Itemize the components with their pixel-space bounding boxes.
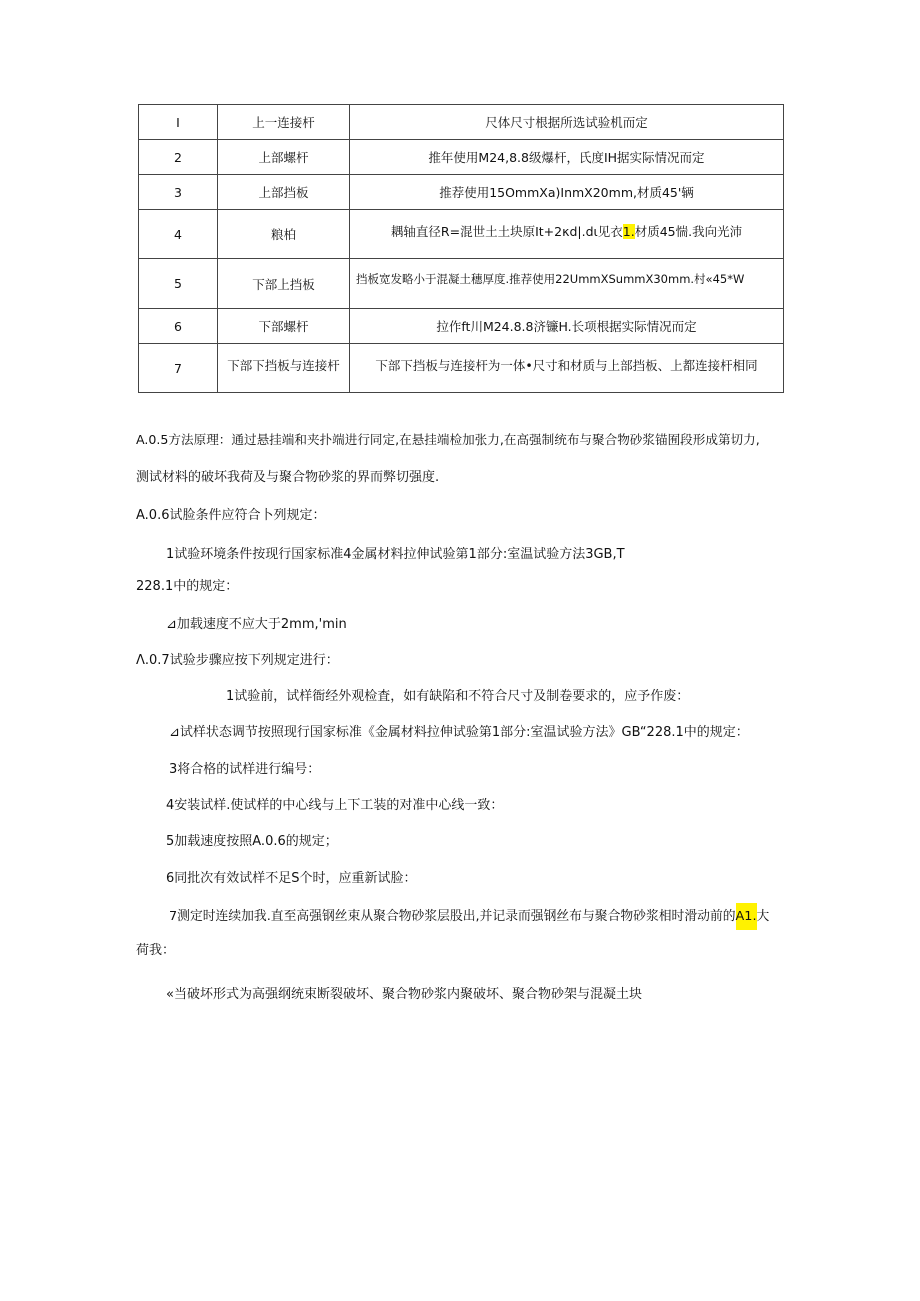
row-number: 4 [139,210,218,259]
step-7-cont: 荷我： [136,943,176,958]
clause-a06: A.0.6试脸条件应符合卜列规定： [136,508,326,523]
row-number: 3 [139,175,218,210]
table-row [139,210,784,259]
row-number: 2 [139,140,218,175]
table-row [139,344,784,393]
step-2: ⊿试样状态调节按照现行国家标准《金属材料拉伸试验第1部分:室温试验方法》GB“228.1中的规定： [169,725,749,740]
part-name: 下部上挡板 [218,259,350,309]
clause-a05-line1: A.0.5方法原理：通过悬挂端和夹扑端进行同定,在悬挂端检加张力,在高强制统布与聚合物砂浆锚囿段形成第切力, [136,432,760,447]
part-name: 粮柏 [218,210,350,259]
part-name: 上一连接杆 [218,105,350,140]
description-text: 材质45惴.我向光沛 [634,224,743,239]
part-description: 拉作ft川M24.8.8济镰H.长项根据实际情况而定 [350,309,784,344]
highlighted-text: 1. [622,224,635,239]
table-row [139,105,784,140]
clause-a05-line2: 测试材料的破坏我荷及与聚合物砂浆的界而弊切强度. [136,470,440,485]
specimen-parts-table [138,104,784,393]
part-name: 上部挡板 [218,175,350,210]
step-7-text: 大 [756,909,770,924]
step-8: «当破坏形式为高强纲统束断裂破坏、聚合物砂浆内聚破坏、聚合物砂架与混凝土块 [166,987,642,1002]
step-1: 1试验前，试样衙经外观检査，如有缺陷和不符合尺寸及制卷要求的，应予作废： [226,689,690,704]
row-number: 6 [139,309,218,344]
clause-a07: Λ.0.7试验步骤应按下列规定进行： [136,653,339,668]
step-3: 3将合格的试样进行编号： [169,762,321,777]
table-row [139,140,784,175]
table-row [139,175,784,210]
step-7 [169,908,769,926]
description-text: 耦轴直径R=混世土土块原It+2κd|.dι见衣 [390,224,623,239]
step-4: 4安装试样.使试样的中心线与上下工装的对准中心线一致： [166,798,504,813]
clause-a06-item2: ⊿加载速度不应大于2mm,'min [166,617,347,632]
step-5: 5加载速度按照A.0.6的规定； [166,834,338,849]
part-name: 下部下挡板与连接杆 [218,344,350,393]
part-name: 下部螺杆 [218,309,350,344]
row-number: 7 [139,344,218,393]
part-name: 上部螺杆 [218,140,350,175]
row-number: I [139,105,218,140]
highlighted-text: A1. [736,903,757,930]
part-description: 推年使用M24,8.8级爆杆，氏度IH据实际情况而定 [350,140,784,175]
part-description: 下部下挡板与连接杆为一体•尺寸和材质与上部挡板、上都连接杆相同 [350,344,784,393]
part-description: 尺体尺寸根据所选试验机而定 [350,105,784,140]
step-6: 6同批次有效试样不足S个时，应重新试脸： [166,871,417,886]
part-description [350,210,784,259]
table-row [139,259,784,309]
row-number: 5 [139,259,218,309]
clause-a06-item1-cont: 228.1中的规定： [136,579,239,594]
part-description: 推荐使用15OmmXa)InmX20mm,材质45'辆 [350,175,784,210]
table-row [139,309,784,344]
step-7-text: 7测定时连续加我.直至高强钢丝束从聚合物砂浆层股出,并记录而强钢丝布与聚合物砂浆相时滑动前的 [169,909,736,924]
clause-a06-item1: 1试验环境条件按现行国家标准4金属材料拉伸试验第1部分:室温试验方法3GB,T [166,547,625,562]
part-description: 挡板宽发略小于混凝土穗厚度.推荐使用22UmmXSummX30mm.村«45*W [350,259,784,309]
